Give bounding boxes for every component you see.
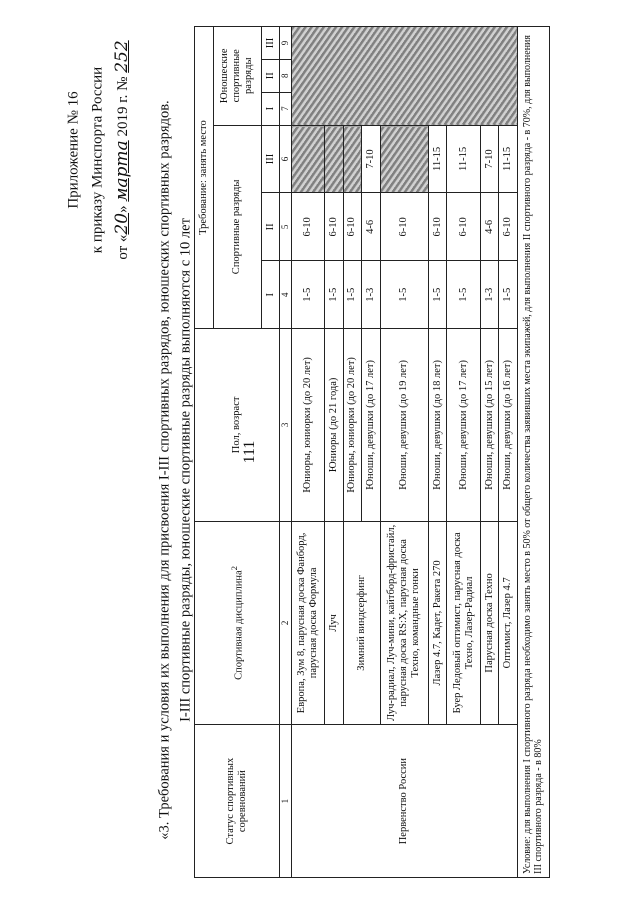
condition-note: Условие: для выполнения I спортивного разряда необходимо занять место в 50% от общего количества заявивших места экипажей, для выполнения II спортивного разряда - в 70%, для выполнения III спортивного разряда - в 80% (517, 27, 549, 878)
order-number: 252 (112, 40, 132, 73)
rank-1-cell: 1-3 (480, 261, 499, 329)
header-sport-ranks: Спортивные разряды (213, 125, 261, 329)
rank-1-cell: 1-5 (325, 261, 344, 329)
rank-2-cell: 6-10 (325, 193, 344, 261)
date-day: 20 (112, 212, 132, 235)
section-subheading: I-III спортивные разряды, юношеские спортивные разряды выполняются с 10 лет (177, 218, 194, 722)
rank-2-cell: 4-6 (362, 193, 381, 261)
date-month: марта (112, 140, 132, 202)
date-prefix: от « (115, 234, 131, 260)
discipline-cell: Лазер 4.7, Кадет, Ракета 270 (428, 521, 447, 725)
col-number: 7 (280, 92, 291, 125)
rank-2-cell: 4-6 (480, 193, 499, 261)
rank-3-cell (380, 125, 428, 193)
date-mid: » (115, 205, 131, 213)
date-year: 2019 г. № (115, 76, 131, 137)
discipline-cell: Зимний виндсерфинг (343, 521, 380, 725)
rank-1-cell: 1-5 (447, 261, 480, 329)
age-cell: Юниоры, юниорки (до 20 лет) (291, 329, 324, 521)
rank-1-cell: 1-5 (380, 261, 428, 329)
condition-row (517, 27, 549, 878)
header-discipline: Спортивная дисциплина$^2$ (195, 521, 280, 725)
discipline-footnote: 2 (228, 565, 239, 571)
rank-2-cell: 6-10 (380, 193, 428, 261)
page-number: 111 (241, 440, 258, 464)
requirements-table (194, 26, 550, 878)
age-cell: Юноши, девушки (до 17 лет) (447, 329, 480, 521)
section-heading: «3. Требования и условия их выполнения для присвоения I-III спортивных разрядов, юношеских спортивных разрядов. (156, 100, 173, 840)
discipline-cell: Парусная доска Техно (480, 521, 499, 725)
table-row (291, 27, 324, 878)
col-number: 1 (280, 725, 291, 878)
age-cell: Юноши, девушки (до 19 лет) (380, 329, 428, 521)
rank-2-cell: 6-10 (343, 193, 362, 261)
rank-2-cell: 6-10 (499, 193, 518, 261)
col-number: 4 (280, 261, 291, 329)
age-cell: Юноши, девушки (до 15 лет) (480, 329, 499, 521)
requirements-table-wrapper (194, 26, 550, 878)
header-requirement: Требование: занять место (195, 27, 214, 329)
col-number: 9 (280, 27, 291, 60)
rank-1-cell: 1-5 (499, 261, 518, 329)
rank-1-cell: 1-3 (362, 261, 381, 329)
discipline-cell: Буер Ледовый оптимист, парусная доска Техно, Лазер-Радиал (447, 521, 480, 725)
discipline-cell: Луч (325, 521, 344, 725)
header-status: Статус спортивных соревнований (195, 725, 280, 878)
rank-2-cell: 6-10 (447, 193, 480, 261)
header-gender-age: Пол, возраст (195, 329, 280, 521)
age-cell: Юниоры, юниорки (до 20 лет) (343, 329, 362, 521)
rank-3-cell: 11-15 (499, 125, 518, 193)
header-rank-2: II (261, 193, 280, 261)
rank-1-cell: 1-5 (343, 261, 362, 329)
age-cell: Юноши, девушки (до 18 лет) (428, 329, 447, 521)
rank-1-cell: 1-5 (428, 261, 447, 329)
header-row-1 (195, 27, 214, 878)
col-number: 5 (280, 193, 291, 261)
rank-3-cell: 11-15 (447, 125, 480, 193)
rank-3-cell: 7-10 (362, 125, 381, 193)
youth-ranks-shaded (291, 27, 517, 126)
appendix-title: Приложение № 16 (65, 91, 82, 209)
discipline-cell: Луч-радиал, Луч-мини, кайтборд-фристайл, парусная доска RS:X, парусная доска Техно, командные гонки (380, 521, 428, 725)
header-rank-1: I (261, 261, 280, 329)
header-youth-2: II (261, 59, 280, 92)
header-youth-ranks: Юношеские спортивные разряды (213, 27, 261, 126)
col-number: 2 (280, 521, 291, 725)
rank-3-cell: 11-15 (428, 125, 447, 193)
rank-3-cell (291, 125, 324, 193)
column-number-row (280, 27, 291, 878)
rank-2-cell: 6-10 (291, 193, 324, 261)
age-cell: Юноши, девушки (до 16 лет) (499, 329, 518, 521)
rank-3-cell (325, 125, 344, 193)
order-reference: к приказу Минспорта России (89, 66, 106, 254)
header-youth-1: I (261, 92, 280, 125)
discipline-cell: Европа, Зум 8, парусная доска Фанборд, парусная доска Формула (291, 521, 324, 725)
discipline-cell: Оптимист, Лазер 4.7 (499, 521, 518, 725)
col-number: 8 (280, 59, 291, 92)
col-number: 3 (280, 329, 291, 521)
age-cell: Юноши, девушки (до 17 лет) (362, 329, 381, 521)
header-youth-3: III (261, 27, 280, 60)
status-cell: Первенство России (291, 725, 517, 878)
col-number: 6 (280, 125, 291, 193)
rank-3-cell (343, 125, 362, 193)
rank-2-cell: 6-10 (428, 193, 447, 261)
rank-3-cell: 7-10 (480, 125, 499, 193)
rank-1-cell: 1-5 (291, 261, 324, 329)
header-rank-3: III (261, 125, 280, 193)
age-cell: Юниоры (до 21 года) (325, 329, 344, 521)
order-date-line (112, 40, 132, 259)
